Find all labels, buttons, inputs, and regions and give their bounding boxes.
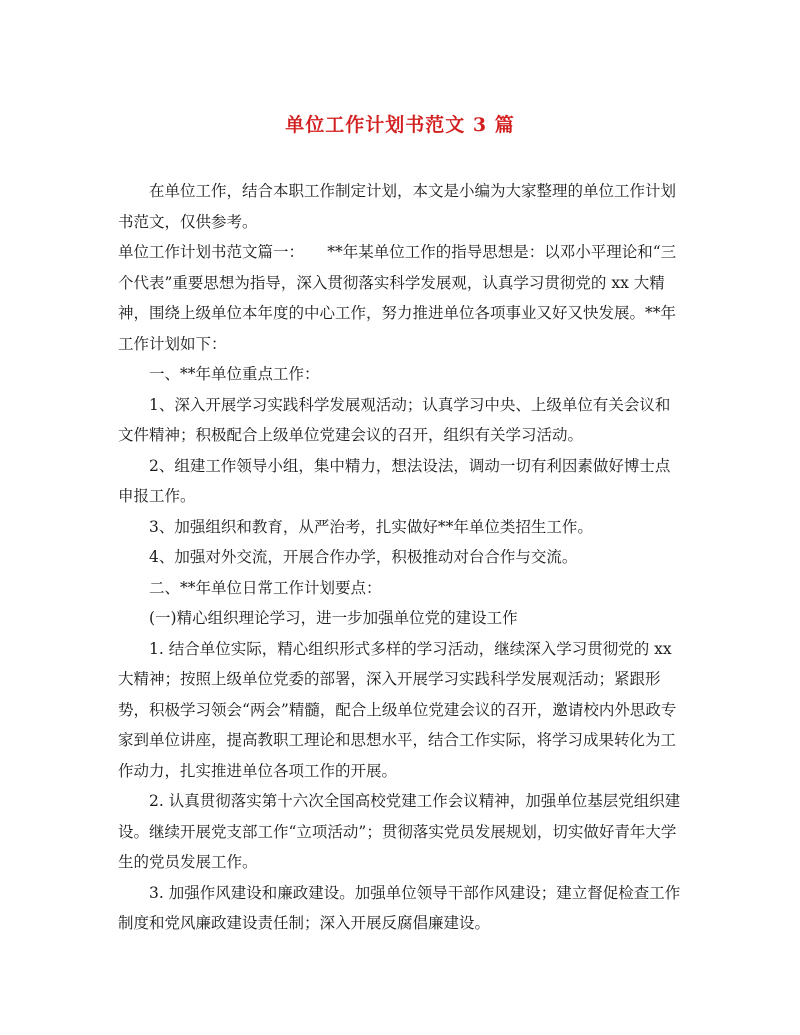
document-title: 单位工作计划书范文 3 篇 <box>285 114 515 136</box>
paragraph-point-1: 1. 结合单位实际，精心组织形式多样的学习活动，继续深入学习贯彻党的 xx 大精神；按照上级单位党委的部署，深入开展学习实践科学发展观活动；紧跟形势，积极学习领会“两会”精髓，配合上级单位党建会议的召开，邀请校内外思政专家到单位讲座，提高教职工理论和思想水平，结合工作实际，将学习成果转化为工作动力，扎实推进单位各项工作的开展。 <box>118 639 677 780</box>
heading-key-work: 一、**年单位重点工作： <box>149 365 320 383</box>
paragraph-sample-one: 单位工作计划书范文篇一： **年某单位工作的指导思想是：以邓小平理论和“三个代表”重要思想为指导，深入贯彻落实科学发展观，认真学习贯彻党的 xx 大精神，围绕上级单位本年度的中心工作，努力推进单位各项事业又好又快发展。**年工作计划如下： <box>118 243 677 353</box>
document-body <box>118 176 684 939</box>
paragraph-point-3: 3. 加强作风建设和廉政建设。加强单位领导干部作风建设；建立督促检查工作制度和党风廉政建设责任制；深入开展反腐倡廉建设。 <box>118 883 681 932</box>
heading-theory-study: (一)精心组织理论学习，进一步加强单位党的建设工作 <box>149 609 518 627</box>
paragraph-intro: 在单位工作，结合本职工作制定计划，本文是小编为大家整理的单位工作计划书范文，仅供参考。 <box>118 182 677 231</box>
paragraph-item-4: 4、加强对外交流，开展合作办学，积极推动对台合作与交流。 <box>149 548 578 566</box>
paragraph-point-2: 2. 认真贯彻落实第十六次全国高校党建工作会议精神，加强单位基层党组织建设。继续开展党支部工作“立项活动”；贯彻落实党员发展规划，切实做好青年大学生的党员发展工作。 <box>118 792 681 871</box>
paragraph-item-3: 3、加强组织和教育，从严治考，扎实做好**年单位类招生工作。 <box>149 517 593 536</box>
paragraph-item-1: 1、深入开展学习实践科学发展观活动；认真学习中央、上级单位有关会议和文件精神；积极配合上级单位党建会议的召开，组织有关学习活动。 <box>118 395 671 444</box>
heading-daily-work: 二、**年单位日常工作计划要点： <box>149 578 382 597</box>
paragraph-item-2: 2、组建工作领导小组，集中精力，想法设法，调动一切有利因素做好博士点申报工作。 <box>118 456 671 505</box>
